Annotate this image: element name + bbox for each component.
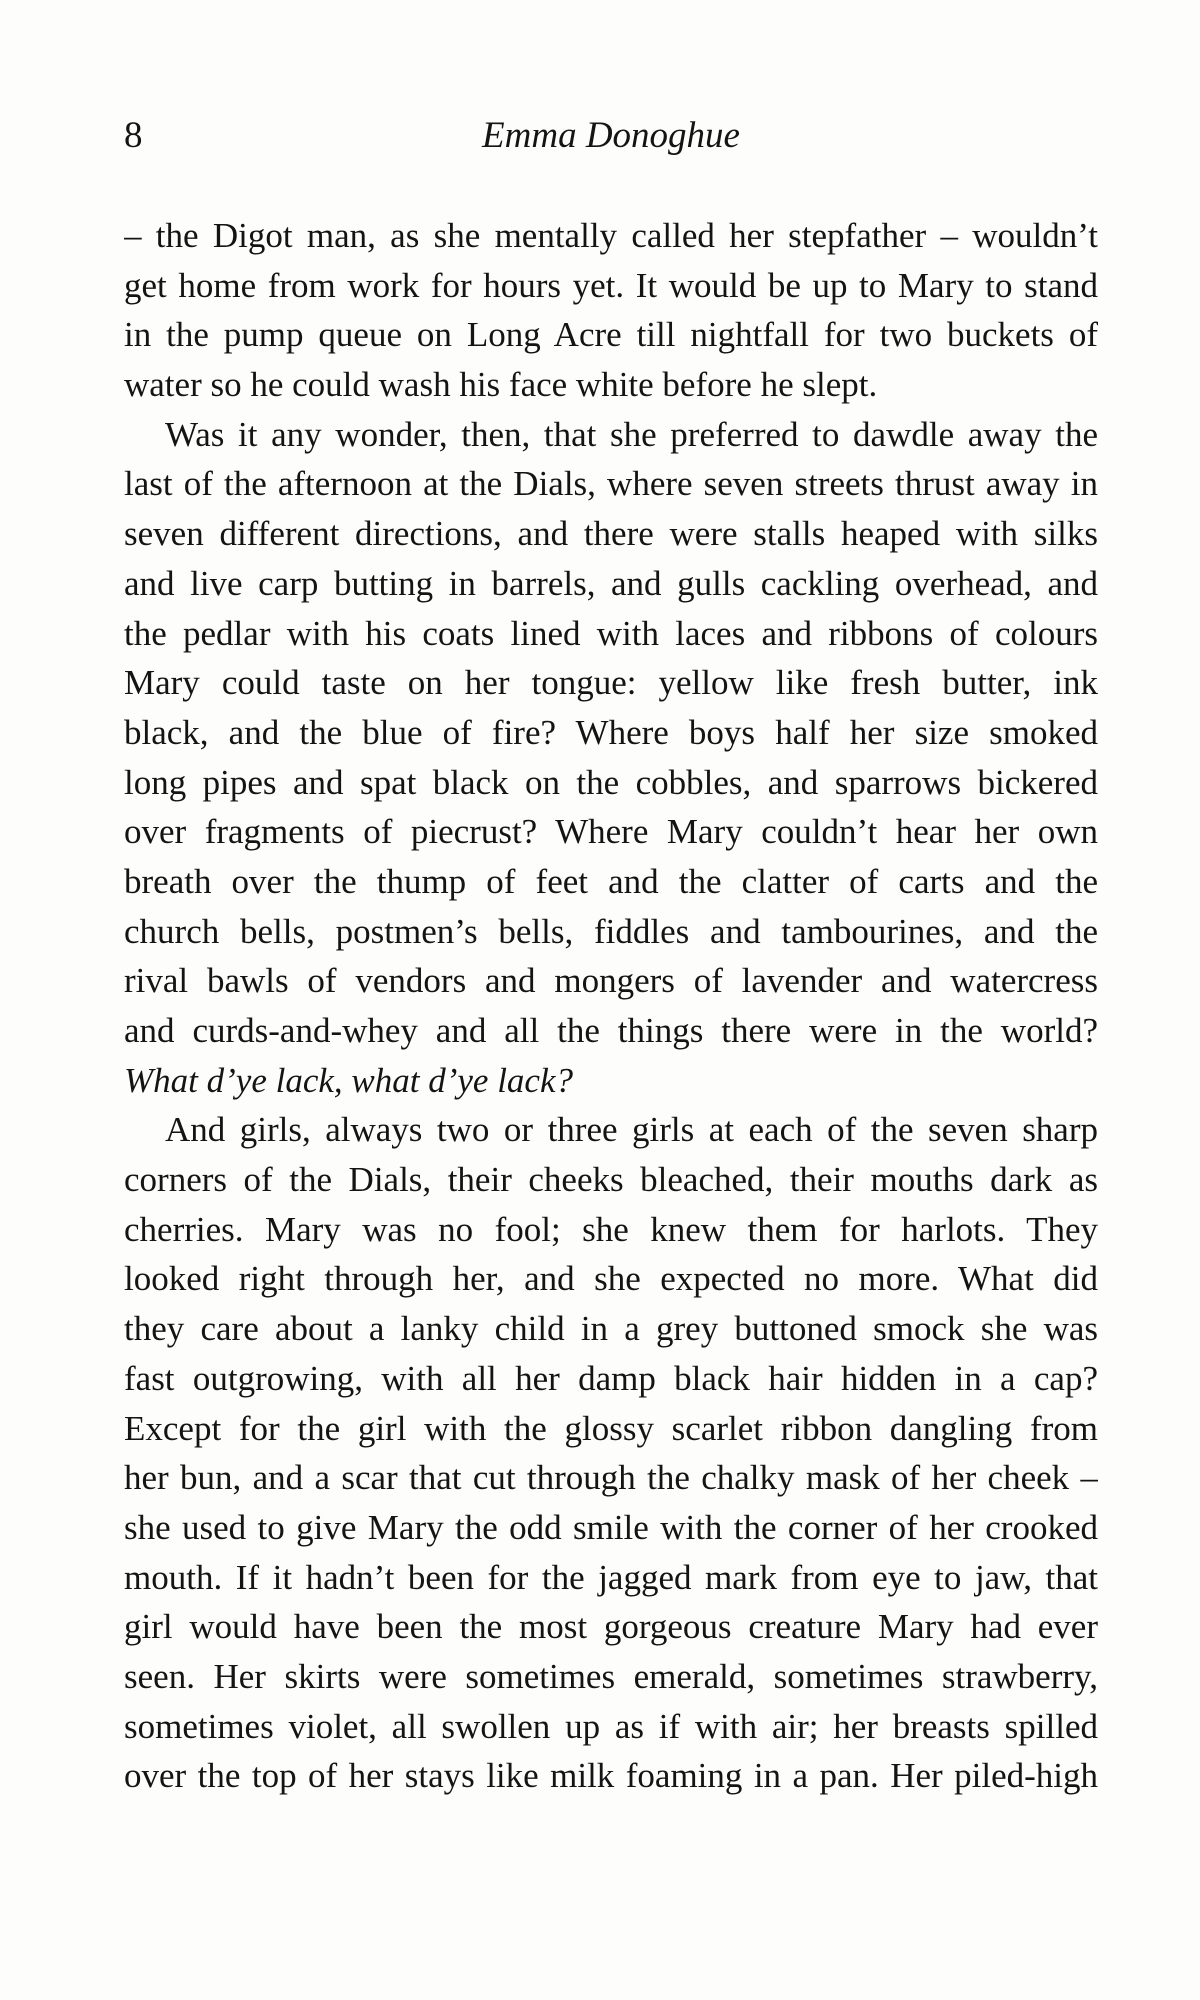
text-line: and live carp butting in barrels, and gulls cackling overhead, and [124,563,1098,603]
text-line: cherries. Mary was no fool; she knew them for harlots. They [124,1209,1098,1249]
text-line: seen. Her skirts were sometimes emerald, sometimes strawberry, [124,1656,1098,1696]
text-line: Except for the girl with the glossy scarlet ribbon dangling from [124,1408,1098,1448]
text-line: church bells, postmen’s bells, fiddles and tambourines, and the [124,911,1098,951]
text-line: the pedlar with his coats lined with laces and ribbons of colours [124,613,1098,653]
paragraph [124,410,1098,1106]
text-line: over the top of her stays like milk foaming in a pan. Her piled-high [124,1756,1098,1796]
text-line: she used to give Mary the odd smile with the corner of her crooked [124,1507,1098,1547]
text-line: looked right through her, and she expected no more. What did [124,1259,1098,1299]
text-line: fast outgrowing, with all her damp black hair hidden in a cap? [124,1358,1098,1398]
page-number: 8 [124,115,143,156]
text-line: rival bawls of vendors and mongers of lavender and watercress [124,961,1098,1001]
text-line: black, and the blue of fire? Where boys half her size smoked [124,712,1098,752]
text-line: and curds-and-whey and all the things there were in the world? [124,1011,1098,1050]
text-line: seven different directions, and there were stalls heaped with silks [124,514,1098,554]
text-line: water so he could wash his face white before he slept. [124,365,878,405]
running-head: Emma Donoghue [482,115,740,156]
text-line: last of the afternoon at the Dials, where seven streets thrust away in [124,464,1098,504]
text-line: her bun, and a scar that cut through the chalky mask of her cheek – [124,1458,1098,1498]
text-line: girl would have been the most gorgeous creature Mary had ever [124,1607,1098,1647]
italic-text-line: What d’ye lack, what d’ye lack? [124,1060,573,1100]
text-line: over fragments of piecrust? Where Mary couldn’t hear her own [124,812,1098,852]
text-line: mouth. If it hadn’t been for the jagged mark from eye to jaw, that [124,1557,1098,1597]
text-line: breath over the thump of feet and the clatter of carts and the [124,861,1098,901]
text-line: in the pump queue on Long Acre till nightfall for two buckets of [124,315,1098,355]
paragraph [124,211,1098,410]
text-line: they care about a lanky child in a grey buttoned smock she was [124,1309,1098,1349]
body-text [124,211,1098,1801]
text-line: sometimes violet, all swollen up as if with air; her breasts spilled [124,1706,1098,1746]
page-header [124,111,1098,161]
paragraph [124,1105,1098,1801]
text-line: And girls, always two or three girls at each of the seven sharp [165,1110,1098,1150]
text-line: Was it any wonder, then, that she preferred to dawdle away the [165,414,1098,454]
text-line: long pipes and spat black on the cobbles, and sparrows bickered [124,762,1098,802]
text-line: Mary could taste on her tongue: yellow like fresh butter, ink [124,663,1098,703]
text-line: – the Digot man, as she mentally called her stepfather – wouldn’t [124,216,1098,255]
text-line: get home from work for hours yet. It would be up to Mary to stand [124,265,1098,305]
text-line: corners of the Dials, their cheeks bleached, their mouths dark as [124,1160,1098,1200]
